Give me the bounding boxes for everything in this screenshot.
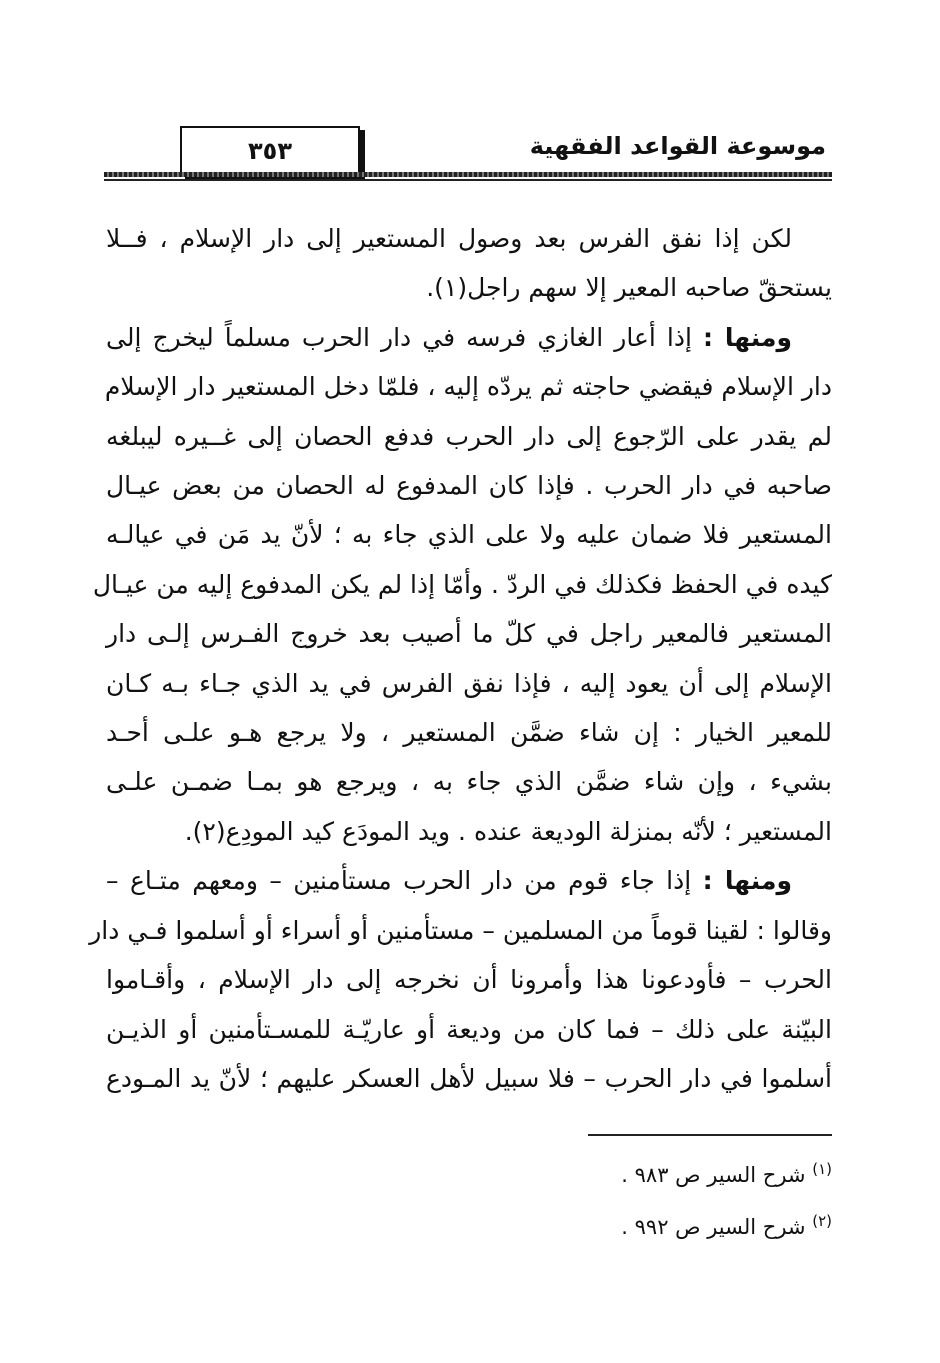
page-header: [104, 122, 832, 182]
text-line: [106, 1005, 832, 1054]
line-text: المستعير فالمعير راجل في كلّ ما أصيب بعد خروج الفـرس إلـى دار: [106, 619, 832, 649]
text-line: [106, 708, 832, 757]
text-line: [92, 560, 832, 609]
text-line: [106, 510, 832, 559]
line-text: الإسلام إلى أن يعود إليه ، فإذا نفق الفرس في يد الذي جـاء بـه كـان: [106, 668, 832, 698]
body-text: [89, 214, 832, 1103]
header-rule: [104, 172, 832, 177]
text-line: [89, 906, 832, 955]
footnotes: [621, 1146, 832, 1250]
line-text: للمعير الخيار : إن شاء ضمَّن المستعير ، ولا يرجع هـو علـى أحـد: [106, 718, 832, 748]
footnote-text: شرح السير ص ٩٩٢ .: [621, 1215, 806, 1239]
text-line: [106, 757, 832, 806]
line-text: الحرب – فأودعونا هذا وأمرونا أن نخرجه إلى دار الإسلام ، وأقـاموا: [106, 965, 832, 995]
text-line: [106, 461, 832, 510]
text-line: [106, 362, 832, 411]
footnote: [621, 1198, 832, 1250]
line-text: صاحبه في دار الحرب . فإذا كان المدفوع له الحصان من بعض عيـال: [106, 471, 832, 501]
page-number: ٣٥٣: [248, 137, 292, 165]
line-text: إذا أعار الغازي فرسه في دار الحرب مسلماً ليخرج إلى: [106, 322, 704, 352]
line-text: البيّنة على ذلك – فما كان من وديعة أو عاريّـة للمسـتأمنين أو الذيـن: [106, 1014, 832, 1044]
text-line: [106, 412, 832, 461]
line-text: كيده في الحفظ فكذلك في الردّ . وأمّا إذا لم يكن المدفوع إليه من عيـال: [92, 569, 832, 599]
line-text: لكن إذا نفق الفرس بعد وصول المستعير إلى دار الإسلام ، فــلا: [106, 224, 792, 253]
text-line: [106, 263, 832, 312]
line-text: دار الإسلام فيقضي حاجته ثم يردّه إليه ، فلمّا دخل المستعير دار الإسلام: [104, 372, 832, 402]
line-text: إذا جاء قوم من دار الحرب مستأمنين – ومعهم متـاع –: [106, 866, 703, 896]
text-line: [106, 955, 832, 1004]
line-text: يستحقّ صاحبه المعير إلا سهم راجل(١).: [426, 273, 832, 303]
footnote-separator: [588, 1134, 832, 1136]
text-line: [106, 214, 832, 263]
line-text: وقالوا : لقينا قوماً من المسلمين – مستأمنين أو أسراء أو أسلموا فـي دار: [89, 915, 832, 945]
footnote-text: شرح السير ص ٩٨٣ .: [621, 1163, 806, 1187]
footnote: [621, 1146, 832, 1198]
text-line: [106, 313, 832, 362]
line-text: المستعير فلا ضمان عليه ولا على الذي جاء به ؛ لأنّ يد مَن في عيالـه: [106, 520, 832, 550]
book-title: موسوعة القواعد الفقهية: [529, 132, 826, 160]
text-line: [106, 659, 832, 708]
footnote-mark: (٢): [812, 1212, 832, 1230]
line-text: المستعير ؛ لأنّه بمنزلة الوديعة عنده . ويد المودَع كيد المودِع(٢).: [184, 816, 832, 846]
line-text: لم يقدر على الرّجوع إلى دار الحرب فدفع الحصان إلى غــيره ليبلغه: [106, 421, 832, 451]
text-line: [106, 856, 832, 905]
line-text: بشيء ، وإن شاء ضمَّن الذي جاء به ، ويرجع هو بمـا ضمـن علـى: [106, 767, 832, 797]
header-rule-thin: [104, 179, 832, 181]
page-number-box: [180, 126, 360, 176]
paragraph-lead: ومنها :: [702, 866, 792, 896]
text-line: [106, 609, 832, 658]
footnote-mark: (١): [812, 1160, 832, 1178]
paragraph-lead: ومنها :: [703, 322, 792, 352]
text-line: [106, 1054, 832, 1103]
line-text: أسلموا في دار الحرب – فلا سبيل لأهل العسكر عليهم ؛ لأنّ يد المـودع: [106, 1063, 832, 1093]
text-line: [106, 807, 832, 856]
